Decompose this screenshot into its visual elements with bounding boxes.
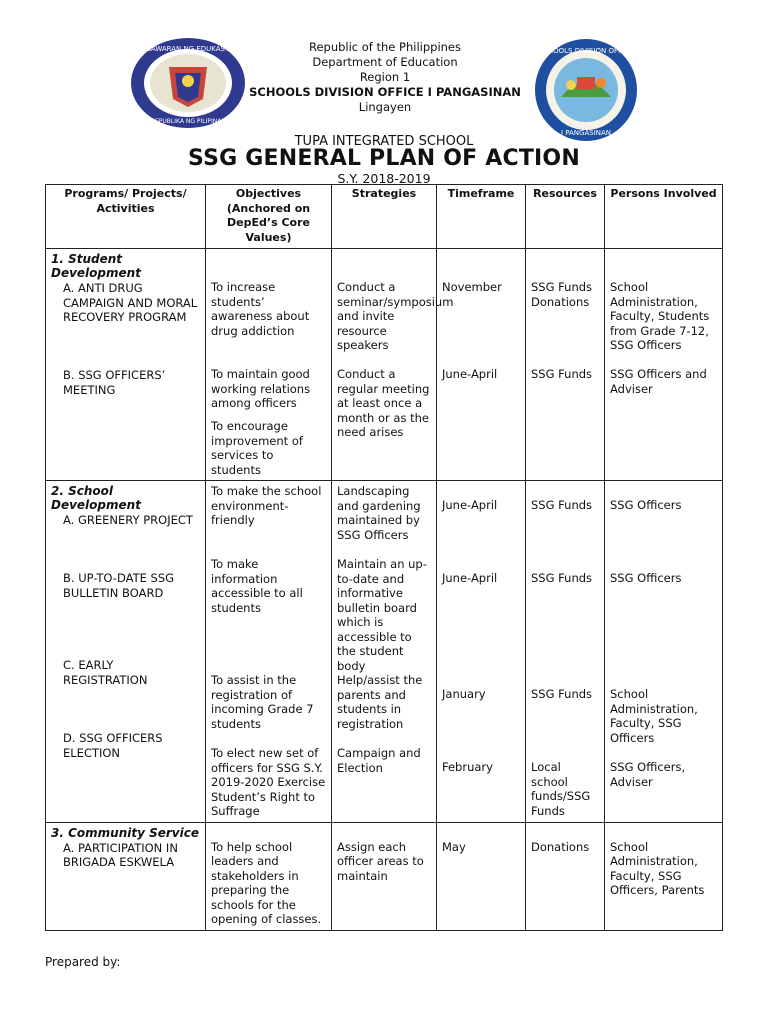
svg-text:I PANGASINAN: I PANGASINAN (560, 129, 612, 137)
strategies-cell (332, 481, 437, 823)
activity-label: D. SSG OFFICERS ELECTION (63, 731, 163, 760)
col-timeframe-header: Timeframe (437, 185, 526, 249)
timeframe-cell (437, 822, 526, 930)
table-header-row (46, 185, 723, 249)
objective-text: To increase students’ awareness about drug addiction (211, 280, 310, 338)
programs-cell (46, 481, 206, 823)
resources-cell (526, 481, 605, 823)
section-title: 3. Community Service (51, 825, 199, 840)
col-objectives-header: Objectives (Anchored on DepEd’s Core Values) (206, 185, 332, 249)
persons-text: School Administration, Faculty, SSG Officers (610, 687, 698, 745)
school-year: S.Y. 2018-2019 (337, 171, 431, 186)
activity-label: A. GREENERY PROJECT (63, 513, 193, 527)
persons-text: SSG Officers (610, 571, 682, 585)
section-title: 1. Student Development (51, 252, 141, 280)
persons-text: School Administration, Faculty, SSG Officers, Parents (610, 839, 705, 897)
objective-text: To make information accessible to all students (211, 557, 303, 615)
resources-text: Donations (531, 839, 590, 854)
timeframe-cell (437, 481, 526, 823)
timeframe-cell (437, 249, 526, 481)
col-programs-header: Programs/ Projects/ Activities (46, 185, 206, 249)
table-row (46, 249, 723, 481)
objective-text: To assist in the registration of incoming Grade 7 students (211, 673, 314, 731)
persons-cell (605, 249, 723, 481)
persons-cell (605, 822, 723, 930)
persons-text: SSG Officers and Adviser (610, 367, 707, 396)
timeframe-text: June-April (442, 498, 498, 512)
prepared-by-label: Prepared by: (45, 955, 121, 969)
persons-text: SSG Officers (610, 498, 682, 512)
svg-text:KAGAWARAN NG EDUKASYON: KAGAWARAN NG EDUKASYON (136, 45, 240, 53)
section-title: 2. School Development (51, 484, 141, 512)
persons-text: SSG Officers, Adviser (610, 760, 686, 789)
plan-of-action-table (45, 184, 723, 931)
strategy-text: Assign each officer areas to maintain (337, 839, 424, 883)
strategy-text: Conduct a regular meeting at least once a month or as the need arises (337, 367, 430, 439)
header-country: Republic of the Philippines (308, 40, 462, 54)
activity-label: B. SSG OFFICERS’ MEETING (63, 368, 166, 397)
document-header (220, 40, 550, 115)
svg-text:REPUBLIKA NG PILIPINAS: REPUBLIKA NG PILIPINAS (150, 118, 226, 125)
resources-text: SSG Funds Donations (531, 280, 593, 309)
activity-label: A. ANTI DRUG CAMPAIGN AND MORAL RECOVERY PROGRAM (63, 281, 198, 324)
activity-label: C. EARLY REGISTRATION (63, 658, 148, 687)
resources-cell (526, 249, 605, 481)
resources-text: SSG Funds (531, 571, 593, 585)
header-division: SCHOOLS DIVISION OFFICE I PANGASINAN (249, 85, 521, 99)
objective-text: To encourage improvement of services to students (211, 419, 303, 477)
school-name: TUPA INTEGRATED SCHOOL (294, 134, 474, 149)
strategy-text: Maintain an up-to-date and informative bulletin board which is accessible to the student body (337, 557, 427, 673)
resources-cell (526, 822, 605, 930)
header-department: Department of Education (312, 55, 458, 69)
persons-cell (605, 481, 723, 823)
header-city: Lingayen (358, 100, 412, 114)
table-row (46, 822, 723, 930)
timeframe-text: January (442, 687, 486, 701)
col-persons-header: Persons Involved (605, 185, 723, 249)
col-resources-header: Resources (526, 185, 605, 249)
timeframe-text: February (442, 760, 493, 774)
activity-label: A. PARTICIPATION IN BRIGADA ESKWELA (63, 840, 178, 869)
objectives-cell (206, 249, 332, 481)
persons-text: School Administration, Faculty, Students from Grade 7-12, SSG Officers (610, 280, 710, 352)
strategies-cell (332, 822, 437, 930)
strategy-text: Help/assist the parents and students in registration (337, 673, 423, 731)
svg-text:SCHOOLS DIVISION OFFICE: SCHOOLS DIVISION OFFICE (538, 47, 634, 55)
col-strategies-header: Strategies (332, 185, 437, 249)
strategy-text: Campaign and Election (337, 746, 421, 775)
strategy-text: Landscaping and gardening maintained by SSG Officers (337, 484, 421, 542)
programs-cell (46, 249, 206, 481)
table-row (46, 481, 723, 823)
activity-label: B. UP-TO-DATE SSG BULLETIN BOARD (63, 571, 175, 600)
header-region: Region 1 (359, 70, 411, 84)
objective-text: To make the school environment-friendly (211, 484, 322, 527)
objective-text: To help school leaders and stakeholders in preparing the schools for the opening of classes. (211, 839, 322, 926)
strategies-cell (332, 249, 454, 481)
resources-text: SSG Funds (531, 687, 593, 701)
timeframe-text: May (442, 839, 466, 854)
objectives-cell (206, 481, 332, 823)
strategy-text: Conduct a seminar/symposium and invite resource speakers (337, 280, 454, 352)
programs-cell (46, 822, 206, 930)
resources-text: SSG Funds (531, 367, 593, 381)
objective-text: To elect new set of officers for SSG S.Y. 2019-2020 Exercise Student’s Right to Suffrage (211, 746, 326, 818)
timeframe-text: June-April (442, 367, 498, 381)
document-title: SSG GENERAL PLAN OF ACTION (188, 146, 580, 171)
objective-text: To maintain good working relations among officers (211, 367, 311, 410)
timeframe-text: June-April (442, 571, 498, 585)
timeframe-text: November (442, 280, 502, 294)
objectives-cell (206, 822, 332, 930)
resources-text: SSG Funds (531, 498, 593, 512)
resources-text: Local school funds/SSG Funds (531, 760, 591, 818)
